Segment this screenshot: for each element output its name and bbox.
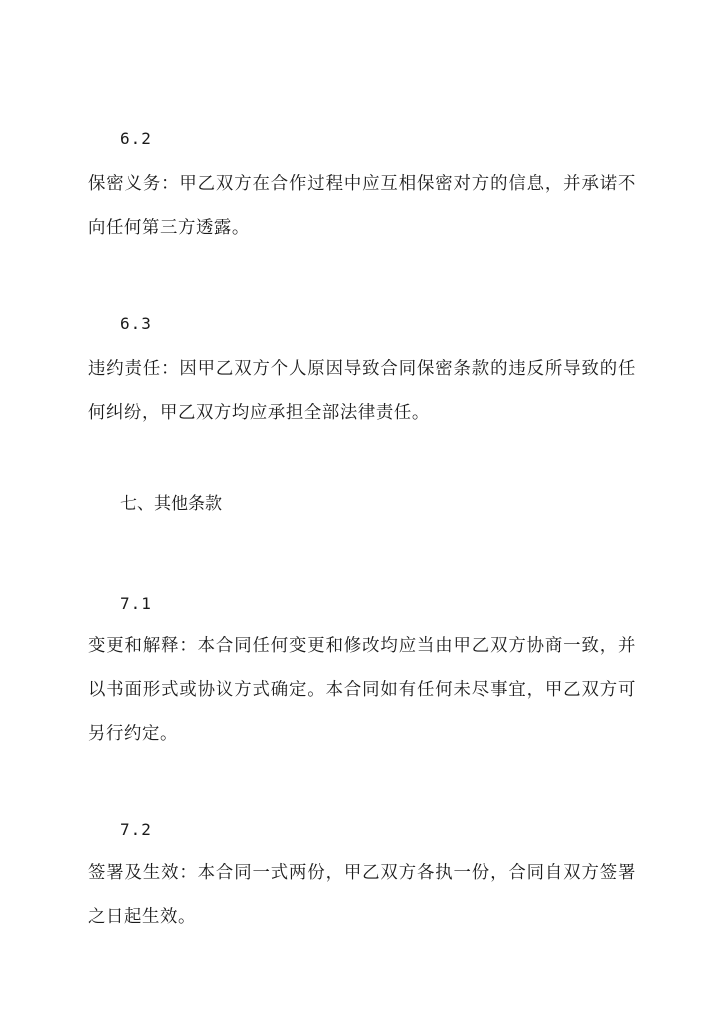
- clause-text-7-1: 变更和解释：本合同任何变更和修改均应当由甲乙双方协商一致，并以书面形式或协议方式确定。本合同如有任何未尽事宜，甲乙双方可另行约定。: [88, 636, 636, 744]
- clause-text-6-2: 保密义务：甲乙双方在合作过程中应互相保密对方的信息，并承诺不向任何第三方透露。: [88, 174, 636, 238]
- section-heading-7: 七、其他条款: [120, 494, 222, 514]
- clause-text-6-3: 违约责任：因甲乙双方个人原因导致合同保密条款的违反所导致的任何纠纷，甲乙双方均应承担全部法律责任。: [88, 359, 636, 423]
- clause-number-7-1: 7.1: [120, 594, 152, 613]
- clause-number-7-2: 7.2: [120, 820, 152, 839]
- clause-number-6-3: 6.3: [120, 314, 152, 333]
- clause-text-7-2: 签署及生效：本合同一式两份，甲乙双方各执一份，合同自双方签署之日起生效。: [88, 863, 636, 927]
- clause-number-6-2: 6.2: [120, 129, 152, 148]
